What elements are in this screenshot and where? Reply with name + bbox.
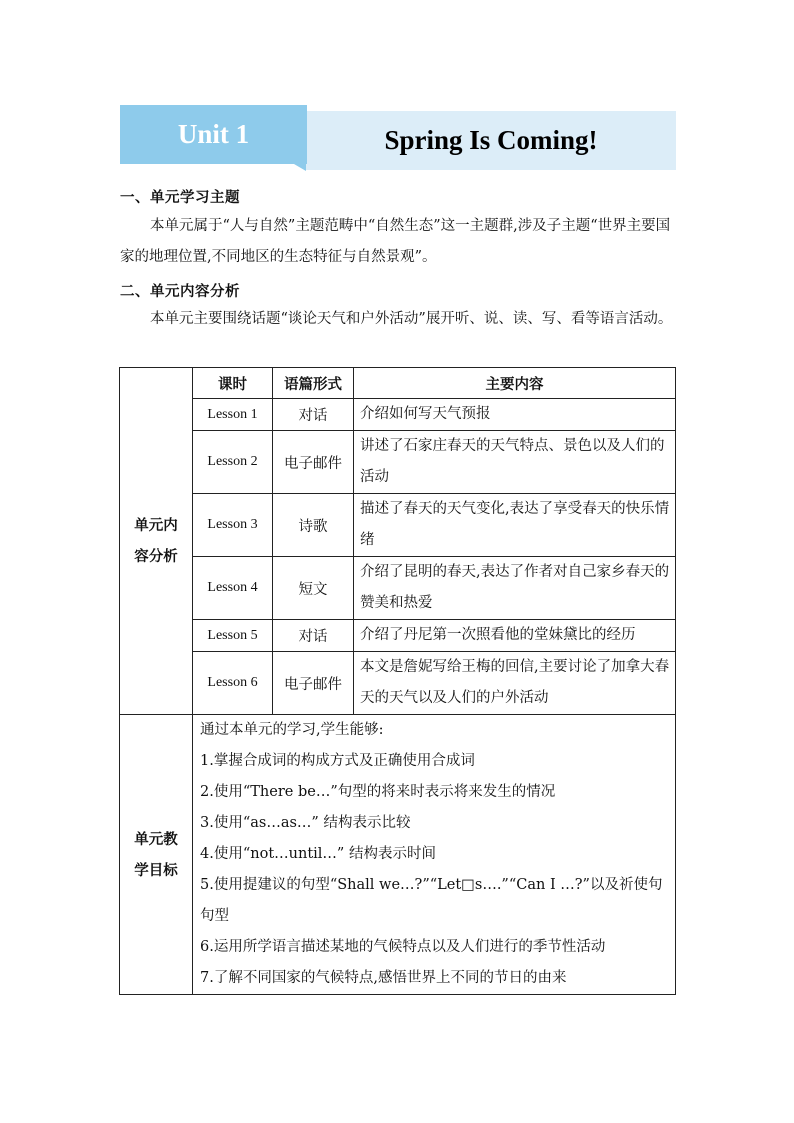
goal-item: 7.了解不同国家的气候特点,感悟世界上不同的节日的由来 bbox=[200, 970, 567, 986]
lesson-content: 本文是詹妮写给王梅的回信,主要讨论了加拿大春天的天气以及人们的户外活动 bbox=[354, 652, 676, 715]
header-period: 课时 bbox=[193, 368, 273, 399]
goals-cell bbox=[193, 715, 676, 995]
lesson-form: 对话 bbox=[273, 399, 354, 431]
goal-item: 4.使用“not…until…” 结构表示时间 bbox=[200, 846, 436, 862]
lesson-content: 介绍了昆明的春天,表达了作者对自己家乡春天的赞美和热爱 bbox=[354, 557, 676, 620]
table-row bbox=[120, 557, 676, 620]
lesson-name: Lesson 1 bbox=[193, 399, 273, 431]
banner-corner bbox=[294, 164, 306, 171]
analysis-label: 单元内容分析 bbox=[134, 517, 178, 565]
lesson-form: 电子邮件 bbox=[273, 431, 354, 494]
goal-item: 3.使用“as…as…” 结构表示比较 bbox=[200, 815, 411, 831]
table-row bbox=[120, 620, 676, 652]
goal-item: 2.使用“There be…”句型的将来时表示将来发生的情况 bbox=[200, 784, 556, 800]
header-form: 语篇形式 bbox=[273, 368, 354, 399]
unit-content-table bbox=[119, 367, 676, 995]
header-content: 主要内容 bbox=[354, 368, 676, 399]
section-heading-analysis: 二、单元内容分析 bbox=[120, 283, 240, 300]
lesson-content: 描述了春天的天气变化,表达了享受春天的快乐情绪 bbox=[354, 494, 676, 557]
section-text-analysis: 本单元主要围绕话题“谈论天气和户外活动”展开听、说、读、写、看等语言活动。 bbox=[150, 311, 673, 327]
lesson-name: Lesson 3 bbox=[193, 494, 273, 557]
section-heading-theme: 一、单元学习主题 bbox=[120, 189, 240, 206]
lesson-name: Lesson 2 bbox=[193, 431, 273, 494]
lesson-content: 讲述了石家庄春天的天气特点、景色以及人们的活动 bbox=[354, 431, 676, 494]
unit-banner bbox=[120, 105, 676, 170]
unit-label: Unit 1 bbox=[120, 105, 307, 164]
unit-title: Spring Is Coming! bbox=[384, 125, 598, 155]
lesson-form: 短文 bbox=[273, 557, 354, 620]
goal-intro: 通过本单元的学习,学生能够: bbox=[200, 722, 384, 738]
table-row bbox=[120, 431, 676, 494]
goals-label: 单元教学目标 bbox=[134, 830, 178, 879]
lesson-content: 介绍如何写天气预报 bbox=[354, 399, 676, 431]
section-text-theme: 本单元属于“人与自然”主题范畴中“自然生态”这一主题群,涉及子主题“世界主要国家的地理位置,不同地区的生态特征与自然景观”。 bbox=[120, 218, 671, 265]
goal-item: 6.运用所学语言描述某地的气候特点以及人们进行的季节性活动 bbox=[200, 939, 606, 955]
lesson-form: 对话 bbox=[273, 620, 354, 652]
goals-label-cell bbox=[120, 715, 193, 995]
table-row bbox=[120, 494, 676, 557]
lesson-name: Lesson 4 bbox=[193, 557, 273, 620]
lesson-name: Lesson 5 bbox=[193, 620, 273, 652]
lesson-name: Lesson 6 bbox=[193, 652, 273, 715]
lesson-form: 诗歌 bbox=[273, 494, 354, 557]
table-row bbox=[120, 652, 676, 715]
lesson-content: 介绍了丹尼第一次照看他的堂妹黛比的经历 bbox=[354, 620, 676, 652]
goal-item: 5.使用提建议的句型“Shall we…?”“Let□s….”“Can I …?”以及祈使句句型 bbox=[200, 877, 663, 924]
table-row bbox=[120, 399, 676, 431]
analysis-label-cell bbox=[120, 368, 193, 715]
lesson-form: 电子邮件 bbox=[273, 652, 354, 715]
goal-item: 1.掌握合成词的构成方式及正确使用合成词 bbox=[200, 753, 475, 769]
